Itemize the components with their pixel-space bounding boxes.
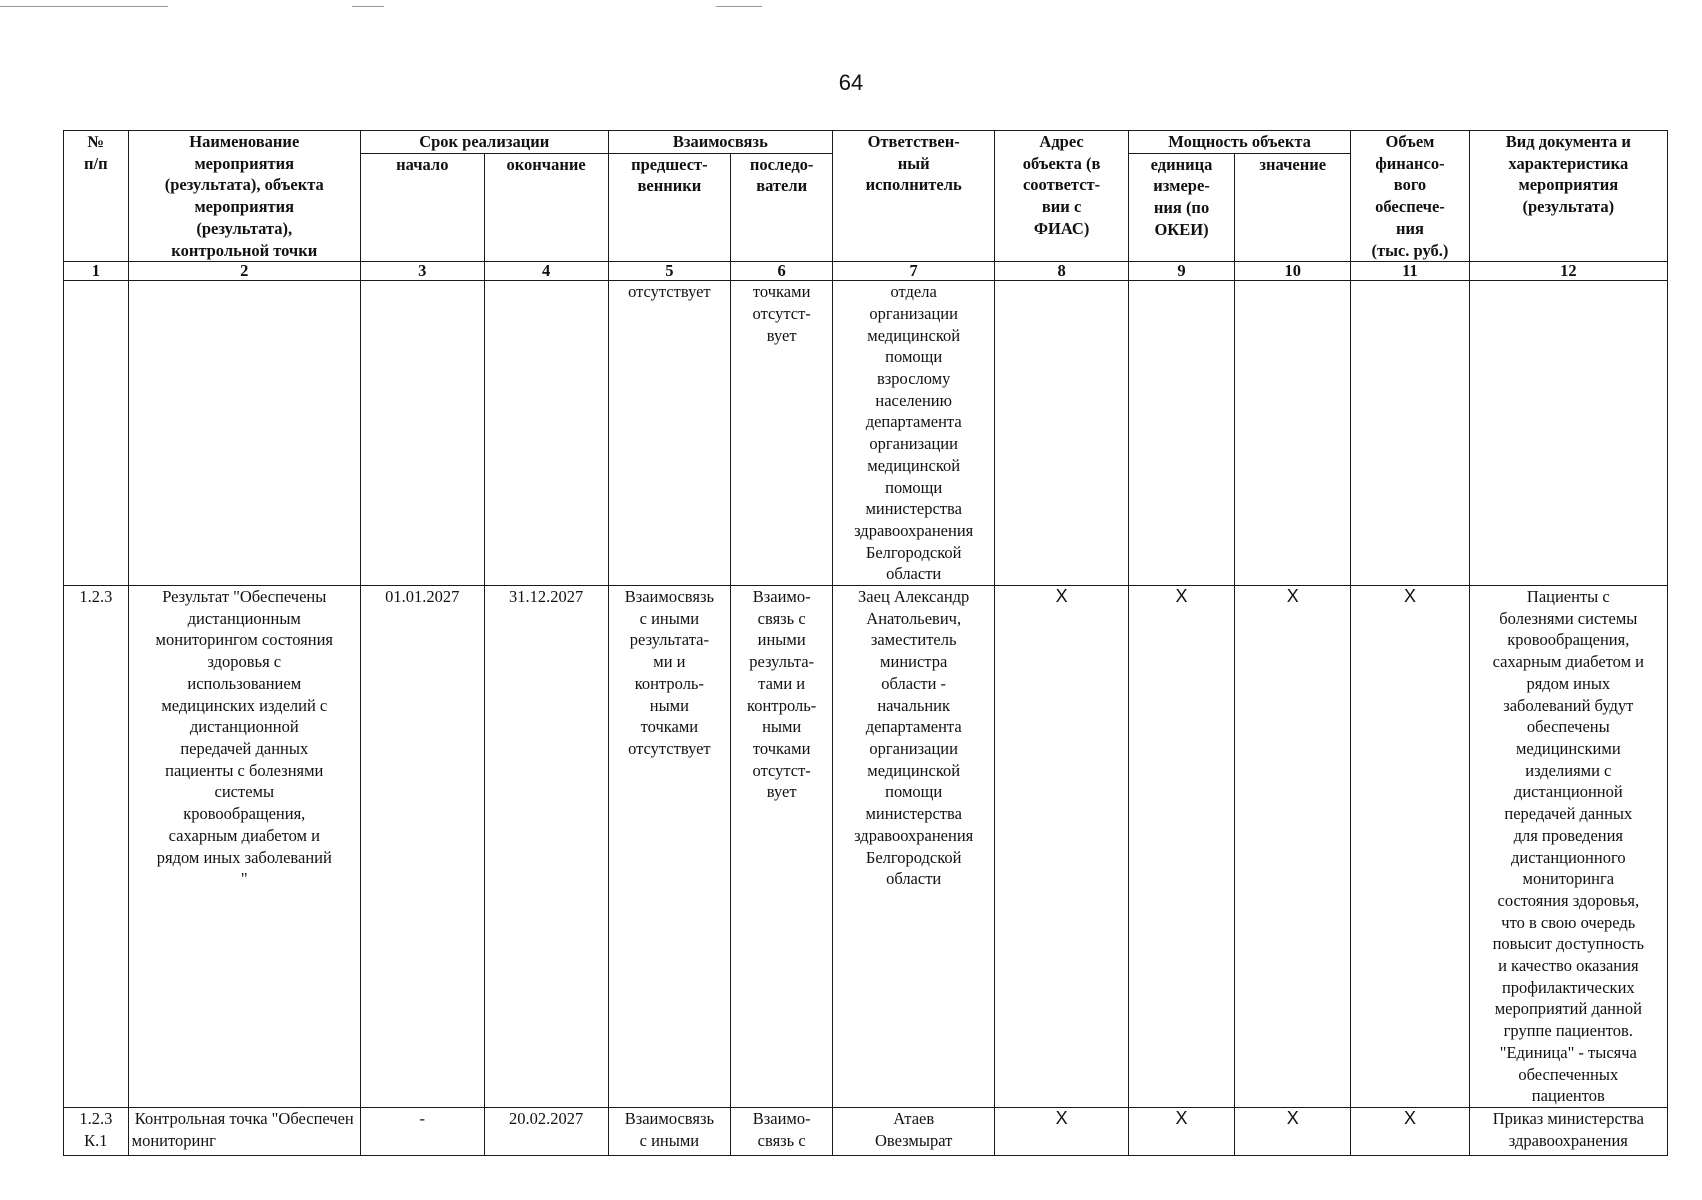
column-number: 2 (128, 262, 360, 281)
cell-start (360, 281, 484, 586)
plan-table (63, 130, 1668, 1156)
header-capacity: Мощность объекта (1128, 131, 1350, 154)
column-number: 7 (833, 262, 995, 281)
cell-doc: Приказ министерства здравоохранения (1469, 1107, 1667, 1155)
cell-name (128, 281, 360, 586)
header-period-start: начало (360, 153, 484, 262)
cell-funding: X (1351, 1107, 1469, 1155)
cell-start: - (360, 1107, 484, 1155)
header-period: Срок реализации (360, 131, 608, 154)
column-number: 10 (1235, 262, 1351, 281)
cell-pred: Взаимосвязь с иными результата- ми и контроль- ными точками отсутствует (608, 586, 731, 1108)
table-row (64, 1107, 1668, 1155)
cell-name: Контрольная точка "Обеспечен мониторинг (128, 1107, 360, 1155)
header-capacity-value: значение (1235, 153, 1351, 262)
scan-artifact-line (0, 6, 168, 7)
header-funding: Объем финансо- вого обеспече- ния (тыс. руб.) (1351, 131, 1469, 262)
scan-artifact-line (716, 6, 762, 7)
column-number: 1 (64, 262, 129, 281)
column-number: 12 (1469, 262, 1667, 281)
scan-artifact-line (352, 6, 384, 7)
cell-num: 1.2.3 К.1 (64, 1107, 129, 1155)
cell-num (64, 281, 129, 586)
column-number: 9 (1128, 262, 1234, 281)
cell-doc (1469, 281, 1667, 586)
cell-responsible: отдела организации медицинской помощи взрослому населению департамента организации медицинской помощи министерства здравоохранения Белгородской области (833, 281, 995, 586)
cell-doc: Пациенты с болезнями системы кровообращения, сахарным диабетом и рядом иных заболеваний будут обеспечены медицинскими изделиями с дистанционной передачей данных для проведения дистанционного мониторинга состояния здоровья, что в свою очередь повысит доступность и качество оказания профилактических мероприятий данной группе пациентов. "Единица" - тысяча обеспеченных пациентов (1469, 586, 1667, 1108)
header-row (64, 131, 1668, 154)
cell-pred: отсутствует (608, 281, 731, 586)
cell-name: Результат "Обеспечены дистанционным мониторингом состояния здоровья с использованием медицинских изделий с дистанционной передачей данных пациенты с болезнями системы кровообращения, сахарным диабетом и рядом иных заболеваний " (128, 586, 360, 1108)
cell-address: X (995, 1107, 1129, 1155)
cell-num: 1.2.3 (64, 586, 129, 1108)
header-relation: Взаимосвязь (608, 131, 833, 154)
cell-funding (1351, 281, 1469, 586)
cell-responsible: Заец Александр Анатольевич, заместитель министра области - начальник департамента организации медицинской помощи министерства здравоохранения Белгородской области (833, 586, 995, 1108)
header-capacity-unit: единица измере- ния (по ОКЕИ) (1128, 153, 1234, 262)
column-number-row (64, 262, 1668, 281)
cell-value: X (1235, 1107, 1351, 1155)
cell-value (1235, 281, 1351, 586)
cell-end (484, 281, 608, 586)
header-responsible: Ответствен- ный исполнитель (833, 131, 995, 262)
column-number: 5 (608, 262, 731, 281)
cell-start: 01.01.2027 (360, 586, 484, 1108)
cell-address (995, 281, 1129, 586)
header-address: Адрес объекта (в соответст- вии с ФИАС) (995, 131, 1129, 262)
cell-end: 20.02.2027 (484, 1107, 608, 1155)
cell-value: X (1235, 586, 1351, 1108)
cell-succ: Взаимо- связь с иными результа- тами и контроль- ными точками отсутст- вует (731, 586, 833, 1108)
table-row (64, 586, 1668, 1108)
cell-pred: Взаимосвязь с иными (608, 1107, 731, 1155)
cell-address: X (995, 586, 1129, 1108)
column-number: 6 (731, 262, 833, 281)
header-num: № п/п (64, 131, 129, 262)
header-relation-succ: последо- ватели (731, 153, 833, 262)
page-number: 64 (838, 70, 864, 95)
header-period-end: окончание (484, 153, 608, 262)
cell-unit: X (1128, 586, 1234, 1108)
cell-end: 31.12.2027 (484, 586, 608, 1108)
header-doc-type: Вид документа и характеристика мероприятия (результата) (1469, 131, 1667, 262)
continuation-row (64, 281, 1668, 586)
header-name: Наименование мероприятия (результата), объекта мероприятия (результата), контрольной точки (128, 131, 360, 262)
cell-unit: X (1128, 1107, 1234, 1155)
cell-succ: Взаимо- связь с (731, 1107, 833, 1155)
cell-succ: точками отсутст- вует (731, 281, 833, 586)
cell-funding: X (1351, 586, 1469, 1108)
column-number: 3 (360, 262, 484, 281)
column-number: 11 (1351, 262, 1469, 281)
header-relation-pred: предшест- венники (608, 153, 731, 262)
column-number: 8 (995, 262, 1129, 281)
column-number: 4 (484, 262, 608, 281)
cell-responsible: Атаев Овезмырат (833, 1107, 995, 1155)
cell-unit (1128, 281, 1234, 586)
